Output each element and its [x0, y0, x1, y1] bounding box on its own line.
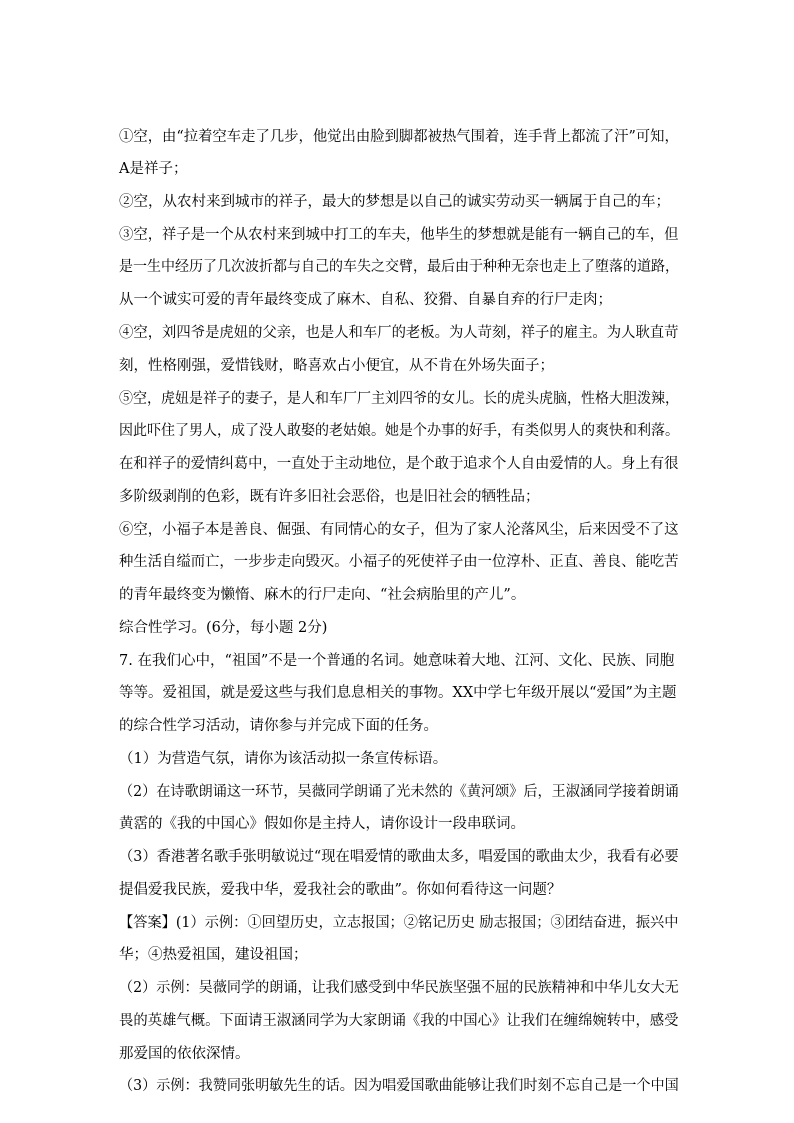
text-line: ⑤空，虎妞是祥子的妻子，是人和车厂厂主刘四爷的女儿。长的虎头虎脑，性格大胆泼辣， — [119, 391, 679, 407]
text-line: ⑥空，小福子本是善良、倔强、有同情心的女子，但为了家人沦落风尘，后来因受不了这 — [119, 522, 679, 538]
answer-text: （2）示例：吴薇同学的朗诵，让我们感受到中华民族坚强不屈的民族精神和中华儿女大无 — [119, 980, 679, 996]
text-line: A是祥子； — [119, 161, 188, 177]
section-heading: 综合性学习。(6分，每小题 2分) — [119, 620, 328, 636]
text-line: 多阶级剥削的色彩，既有许多旧社会恶俗，也是旧社会的牺牲品； — [119, 489, 540, 505]
question-task: （2）在诗歌朗诵这一环节，吴薇同学朗诵了光未然的《黄河颂》后，王淑涵同学接着朗诵 — [119, 784, 679, 800]
question-task: 提倡爱我民族，爱我中华，爱我社会的歌曲”。你如何看待这一问题？ — [119, 882, 562, 898]
answer-text: 华；④热爱祖国，建设祖国； — [119, 947, 308, 963]
text-line: ①空，由“拉着空车走了几步，他觉出由脸到脚都被热气围着，连手背上都流了汗”可知， — [119, 129, 679, 145]
question-task: 黄霑的《我的中国心》假如你是主持人，请你设计一段串联词。 — [119, 816, 525, 832]
answer-text: 那爱国的依依深情。 — [119, 1046, 250, 1062]
answer-text: （3）示例：我赞同张明敏先生的话。因为唱爱国歌曲能够让我们时刻不忘自己是一个中国 — [119, 1078, 679, 1094]
answer-text: 畏的英雄气概。下面请王淑涵同学为大家朗诵《我的中国心》让我们在缠绵婉转中，感受 — [119, 1013, 679, 1029]
question-text: 的综合性学习活动，请你参与并完成下面的任务。 — [119, 718, 438, 734]
question-text: 7. 在我们心中，“祖国”不是一个普通的名词。她意味着大地、江河、文化、民族、同胞 — [119, 653, 675, 669]
question-text: 等等。爱祖国，就是爱这些与我们息息相关的事物。XX中学七年级开展以“爱国”为主题 — [119, 685, 677, 701]
text-line: 从一个诚实可爱的青年最终变成了麻木、自私、狡猾、自暴自弃的行尸走肉； — [119, 292, 612, 308]
answer-text: 【答案】(1）示例：①回望历史，立志报国；②铭记历史 励志报国；③团结奋进，振兴中 — [119, 915, 679, 931]
question-task: （1）为营造气氛，请你为该活动拟一条宣传标语。 — [119, 751, 448, 767]
text-line: 刻，性格刚强，爱惜钱财，略喜欢占小便宜，从不肯在外场失面子； — [119, 358, 554, 374]
text-line: 因此吓住了男人，成了没人敢娶的老姑娘。她是个办事的好手，有类似男人的爽快和利落。 — [119, 423, 679, 439]
text-line: 是一生中经历了几次波折都与自己的车失之交臂，最后由于种种无奈也走上了堕落的道路， — [119, 259, 679, 275]
text-line: 种生活自缢而亡，一步步走向毁灭。小福子的死使祥子由一位淳朴、正直、善良、能吃苦 — [119, 554, 679, 570]
text-line: ②空，从农村来到城市的祥子，最大的梦想是以自己的诚实劳动买一辆属于自己的车； — [119, 194, 670, 210]
text-line: 在和祥子的爱情纠葛中，一直处于主动地位，是个敢于追求个人自由爱情的人。身上有很 — [119, 456, 679, 472]
question-task: （3）香港著名歌手张明敏说过“现在唱爱情的歌曲太多，唱爱国的歌曲太少，我看有必要 — [119, 849, 679, 865]
text-line: ④空，刘四爷是虎妞的父亲，也是人和车厂的老板。为人苛刻，祥子的雇主。为人耿直苛 — [119, 325, 679, 341]
text-line: 的青年最终变为懒惰、麻木的行尸走向、“社会病胎里的产儿”。 — [119, 587, 526, 603]
text-line: ③空，祥子是一个从农村来到城中打工的车夫，他毕生的梦想就是能有一辆自己的车，但 — [119, 227, 679, 243]
